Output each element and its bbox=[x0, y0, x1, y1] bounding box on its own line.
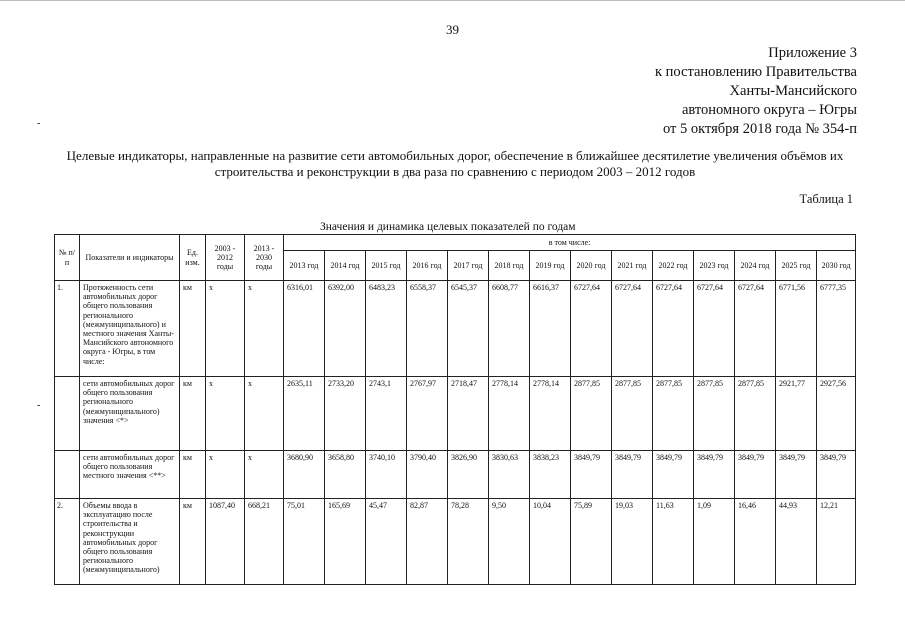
row-year-value: 3826,90 bbox=[448, 451, 489, 499]
row-2013-2030: x bbox=[245, 281, 284, 377]
table-row bbox=[55, 281, 856, 377]
row-indicator: сети автомобильных дорог общего пользования регионального (межмуниципального) значения <*> bbox=[80, 377, 180, 451]
row-year-value: 2877,85 bbox=[735, 377, 776, 451]
row-year-value: 2778,14 bbox=[489, 377, 530, 451]
appendix-line: Приложение 3 bbox=[768, 45, 857, 61]
row-year-value: 165,69 bbox=[325, 499, 366, 585]
row-year-value: 1,09 bbox=[694, 499, 735, 585]
row-indicator: Объемы ввода в эксплуатацию после строительства и реконструкции автомобильных дорог общего пользования регионального (межмуниципального) bbox=[80, 499, 180, 585]
header-num: № п/п bbox=[55, 235, 80, 281]
header-indicator: Показатели и индикаторы bbox=[80, 235, 180, 281]
row-2003-2012: x bbox=[206, 451, 245, 499]
table-row bbox=[55, 377, 856, 451]
row-year-value: 3849,79 bbox=[571, 451, 612, 499]
row-year-value: 2733,20 bbox=[325, 377, 366, 451]
row-year-value: 2743,1 bbox=[366, 377, 407, 451]
row-year-value: 6616,37 bbox=[530, 281, 571, 377]
row-year-value: 6727,64 bbox=[653, 281, 694, 377]
row-year-value: 75,01 bbox=[284, 499, 325, 585]
row-year-value: 2635,11 bbox=[284, 377, 325, 451]
row-year-value: 3849,79 bbox=[653, 451, 694, 499]
header-year: 2024 год bbox=[735, 251, 776, 281]
header-including: в том числе: bbox=[284, 235, 856, 251]
row-year-value: 6777,35 bbox=[817, 281, 856, 377]
header-year: 2023 год bbox=[694, 251, 735, 281]
header-year: 2018 год bbox=[489, 251, 530, 281]
appendix-line: Ханты-Мансийского bbox=[729, 83, 857, 99]
header-unit: Ед. изм. bbox=[180, 235, 206, 281]
row-2003-2012: 1087,40 bbox=[206, 499, 245, 585]
row-year-value: 6392,00 bbox=[325, 281, 366, 377]
row-indicator: Протяженность сети автомобильных дорог общего пользования регионального (межмуниципального) и местного значения Ханты-Мансийского автономного округа - Югры, в том числе: bbox=[80, 281, 180, 377]
row-2013-2030: x bbox=[245, 377, 284, 451]
header-2003-2012: 2003 - 2012 годы bbox=[206, 235, 245, 281]
row-year-value: 6727,64 bbox=[735, 281, 776, 377]
appendix-block bbox=[655, 44, 857, 139]
scan-top-edge bbox=[0, 0, 905, 7]
row-num bbox=[55, 451, 80, 499]
row-year-value: 16,46 bbox=[735, 499, 776, 585]
row-year-value: 2877,85 bbox=[612, 377, 653, 451]
row-year-value: 3830,63 bbox=[489, 451, 530, 499]
header-year: 2015 год bbox=[366, 251, 407, 281]
row-year-value: 6727,64 bbox=[612, 281, 653, 377]
indicators-table bbox=[54, 234, 856, 585]
row-year-value: 75,89 bbox=[571, 499, 612, 585]
page-number: 39 bbox=[446, 22, 459, 37]
document-title bbox=[40, 148, 870, 180]
row-year-value: 3849,79 bbox=[694, 451, 735, 499]
row-unit: км bbox=[180, 499, 206, 585]
row-year-value: 3849,79 bbox=[735, 451, 776, 499]
row-2003-2012: x bbox=[206, 377, 245, 451]
row-year-value: 10,04 bbox=[530, 499, 571, 585]
row-year-value: 9,50 bbox=[489, 499, 530, 585]
row-year-value: 3680,90 bbox=[284, 451, 325, 499]
row-year-value: 45,47 bbox=[366, 499, 407, 585]
row-year-value: 2778,14 bbox=[530, 377, 571, 451]
row-year-value: 6771,56 bbox=[776, 281, 817, 377]
row-year-value: 82,87 bbox=[407, 499, 448, 585]
header-year: 2022 год bbox=[653, 251, 694, 281]
row-2013-2030: x bbox=[245, 451, 284, 499]
table-row bbox=[55, 499, 856, 585]
row-year-value: 2921,77 bbox=[776, 377, 817, 451]
row-year-value: 3740,10 bbox=[366, 451, 407, 499]
row-year-value: 3849,79 bbox=[776, 451, 817, 499]
row-year-value: 3790,40 bbox=[407, 451, 448, 499]
row-unit: км bbox=[180, 281, 206, 377]
row-num: 1. bbox=[55, 281, 80, 377]
row-year-value: 6483,23 bbox=[366, 281, 407, 377]
row-num: 2. bbox=[55, 499, 80, 585]
row-year-value: 6558,37 bbox=[407, 281, 448, 377]
row-year-value: 2718,47 bbox=[448, 377, 489, 451]
title-line: строительства и реконструкции в два раза по сравнению с периодом 2003 – 2012 годов bbox=[214, 164, 696, 179]
row-year-value: 6608,77 bbox=[489, 281, 530, 377]
row-year-value: 78,28 bbox=[448, 499, 489, 585]
header-year: 2014 год bbox=[325, 251, 366, 281]
appendix-line: от 5 октября 2018 года № 354-п bbox=[662, 121, 857, 137]
row-unit: км bbox=[180, 451, 206, 499]
row-year-value: 6545,37 bbox=[448, 281, 489, 377]
table-row bbox=[55, 451, 856, 499]
header-year: 2030 год bbox=[817, 251, 856, 281]
row-year-value: 2767,97 bbox=[407, 377, 448, 451]
row-year-value: 44,93 bbox=[776, 499, 817, 585]
scan-mark: - bbox=[37, 118, 41, 129]
row-year-value: 6316,01 bbox=[284, 281, 325, 377]
header-year: 2020 год bbox=[571, 251, 612, 281]
row-unit: км bbox=[180, 377, 206, 451]
header-year: 2025 год bbox=[776, 251, 817, 281]
table-caption: Значения и динамика целевых показателей по годам bbox=[320, 221, 576, 233]
row-year-value: 2877,85 bbox=[571, 377, 612, 451]
row-year-value: 3849,79 bbox=[817, 451, 856, 499]
row-year-value: 6727,64 bbox=[694, 281, 735, 377]
row-2003-2012: x bbox=[206, 281, 245, 377]
row-year-value: 3658,80 bbox=[325, 451, 366, 499]
header-year: 2021 год bbox=[612, 251, 653, 281]
appendix-line: к постановлению Правительства bbox=[655, 64, 857, 80]
row-2013-2030: 668,21 bbox=[245, 499, 284, 585]
row-year-value: 6727,64 bbox=[571, 281, 612, 377]
header-year: 2016 год bbox=[407, 251, 448, 281]
row-num bbox=[55, 377, 80, 451]
row-year-value: 2877,85 bbox=[694, 377, 735, 451]
header-year: 2019 год bbox=[530, 251, 571, 281]
row-year-value: 2927,56 bbox=[817, 377, 856, 451]
header-2013-2030: 2013 - 2030 годы bbox=[245, 235, 284, 281]
row-year-value: 2877,85 bbox=[653, 377, 694, 451]
appendix-line: автономного округа – Югры bbox=[681, 102, 857, 118]
row-year-value: 19,03 bbox=[612, 499, 653, 585]
title-line: Целевые индикаторы, направленные на развитие сети автомобильных дорог, обеспечение в ближайшее десятилетие увеличения объёмов их bbox=[66, 148, 844, 163]
table-label: Таблица 1 bbox=[799, 192, 853, 206]
row-year-value: 3838,23 bbox=[530, 451, 571, 499]
row-year-value: 11,63 bbox=[653, 499, 694, 585]
row-year-value: 3849,79 bbox=[612, 451, 653, 499]
header-year: 2013 год bbox=[284, 251, 325, 281]
row-indicator: сети автомобильных дорог общего пользования местного значения <**> bbox=[80, 451, 180, 499]
scan-mark: - bbox=[37, 400, 41, 411]
row-year-value: 12,21 bbox=[817, 499, 856, 585]
header-year: 2017 год bbox=[448, 251, 489, 281]
